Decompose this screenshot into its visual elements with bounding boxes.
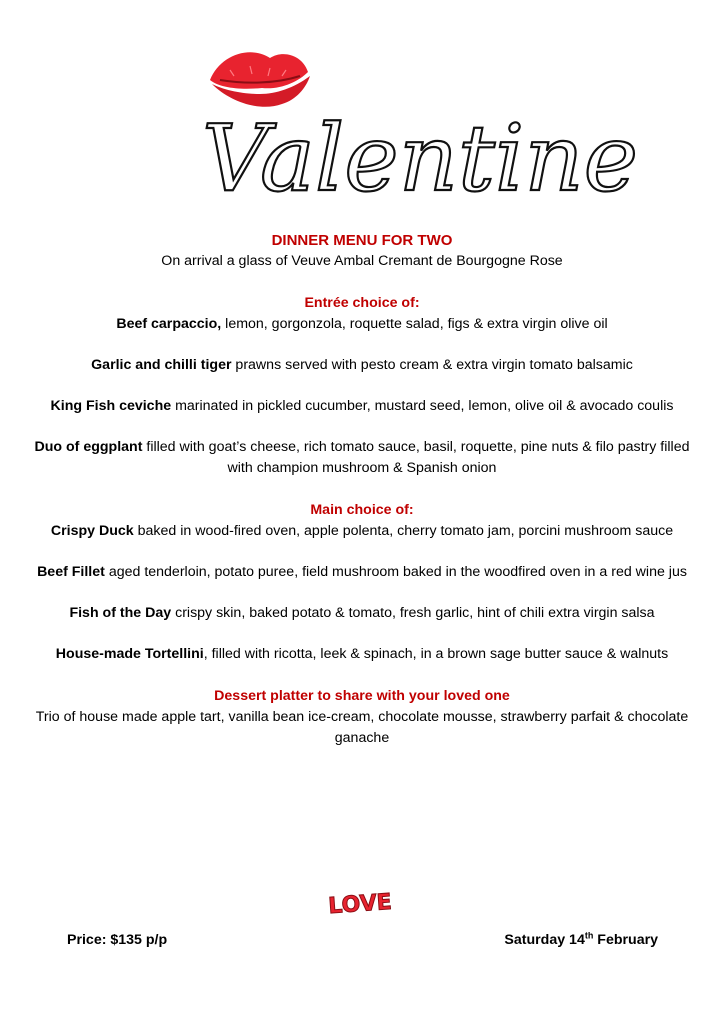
love-logo	[325, 886, 395, 920]
valentine-logo	[190, 40, 639, 220]
item-name: Garlic and chilli tiger	[91, 357, 232, 373]
valentine-script-text: Valentine	[202, 105, 639, 212]
date-day: Saturday 14	[504, 932, 585, 948]
menu-item	[30, 396, 694, 417]
menu-item	[30, 562, 694, 583]
item-name: King Fish ceviche	[50, 398, 172, 414]
menu-item	[30, 644, 694, 665]
item-name: Crispy Duck	[50, 523, 134, 539]
item-desc: prawns served with pesto cream & extra virgin tomato balsamic	[231, 357, 633, 373]
lips-kiss-icon	[210, 52, 310, 106]
dessert-desc: Trio of house made apple tart, vanilla bean ice-cream, chocolate mousse, strawberry parfait & chocolate ganache	[35, 709, 689, 746]
item-desc: , filled with ricotta, leek & spinach, in a brown sage butter sauce & walnuts	[203, 646, 669, 662]
item-name: Beef Fillet	[37, 564, 105, 580]
event-date	[504, 932, 658, 948]
date-month: February	[593, 932, 658, 948]
entree-heading: Entrée choice of:	[304, 295, 420, 311]
menu-item	[30, 355, 694, 376]
menu-item	[30, 603, 694, 624]
item-name: House-made Tortellini	[55, 646, 204, 662]
main-heading: Main choice of:	[310, 502, 414, 518]
item-desc: lemon, gorgonzola, roquette salad, figs & extra virgin olive oil	[221, 316, 608, 332]
item-name: Beef carpaccio,	[116, 316, 222, 332]
dessert-heading: Dessert platter to share with your loved one	[214, 688, 510, 704]
love-logo-text: LOVE	[327, 889, 393, 920]
item-desc: marinated in pickled cucumber, mustard seed, lemon, olive oil & avocado coulis	[171, 398, 674, 414]
menu-item	[30, 314, 694, 335]
item-name: Duo of eggplant	[34, 439, 143, 455]
item-name: Fish of the Day	[69, 605, 172, 621]
menu-item	[30, 437, 694, 479]
item-desc: crispy skin, baked potato & tomato, fresh garlic, hint of chili extra virgin salsa	[171, 605, 655, 621]
price-label: Price: $135 p/p	[67, 932, 168, 948]
item-desc: baked in wood-fired oven, apple polenta, cherry tomato jam, porcini mushroom sauce	[133, 523, 674, 539]
arrival-note: On arrival a glass of Veuve Ambal Cremant de Bourgogne Rose	[161, 253, 563, 269]
item-desc: aged tenderloin, potato puree, field mushroom baked in the woodfired oven in a red wine jus	[104, 564, 687, 580]
menu-title: DINNER MENU FOR TWO	[271, 232, 453, 249]
menu-content	[30, 230, 694, 749]
menu-item	[30, 521, 694, 542]
item-desc: filled with goat’s cheese, rich tomato sauce, basil, roquette, pine nuts & filo pastry filled with champion mushroom & Spanish onion	[142, 439, 690, 476]
date-suffix: th	[584, 930, 594, 941]
